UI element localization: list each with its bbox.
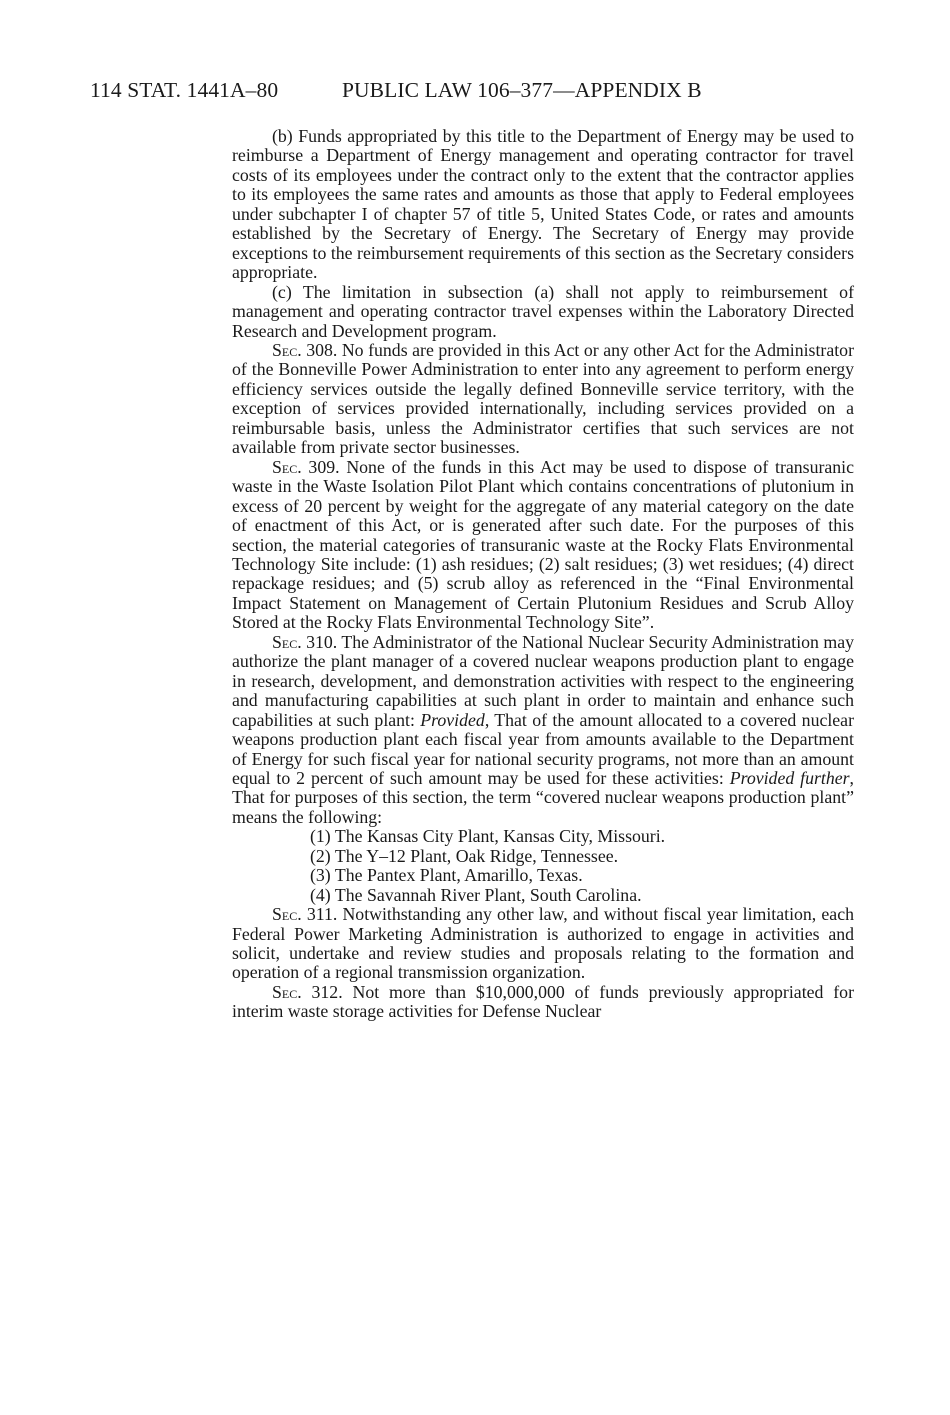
paragraph-sec308 (232, 341, 854, 458)
section-label: Sec. 310. (272, 631, 338, 652)
paragraph-sec311 (232, 905, 854, 983)
section-label: Sec. 309. (272, 456, 340, 477)
page-body (232, 127, 854, 1022)
section-text: The Administrator of the National Nuclear Security Administration may authorize the plant manager of a covered nuclear weapons production plant to engage in research, development, and demonstration activities with respect to the engineering and manufacturing capabilities at such plant in order to maintain and enhance such capabilities at such plant: (232, 631, 855, 730)
section-label: Sec. 312. (272, 981, 343, 1002)
running-head (90, 78, 702, 103)
law-title: PUBLIC LAW 106–377—APPENDIX B (342, 78, 702, 102)
list-item: (3) The Pantex Plant, Amarillo, Texas. (310, 865, 583, 886)
provided-term: Provided (420, 709, 485, 730)
paragraph-sec309 (232, 458, 854, 633)
paragraph-sec310 (232, 633, 854, 828)
section-label: Sec. 308. (272, 339, 338, 360)
section-text: Not more than $10,000,000 of funds previously appropriated for interim waste storage activities for Defense Nuclear (232, 981, 854, 1022)
section-text: , That for purposes of this section, the term “covered nuclear weapons production plant” means the following: (232, 767, 854, 827)
paragraph-sec307-b: (b) Funds appropriated by this title to the Department of Energy may be used to reimburse a Department of Energy management and operating contractor for travel costs of its employees under the contract only to the extent that the contractor applies to its employees the same rates and amounts as those that apply to Federal employees under subchapter I of chapter 57 of title 5, United States Code, or rates and amounts established by the Secretary of Energy. The Secretary of Energy may provide exceptions to the reimbursement requirements of this section as the Secretary considers appropriate. (232, 126, 854, 283)
section-text: No funds are provided in this Act or any other Act for the Administrator of the Bonneville Power Administration to enter into any agreement to perform energy efficiency services outside the legally defined Bonneville service territory, with the exception of services provided internationally, including services provided on a reimbursable basis, unless the Administrator certifies that such services are not available from private sector businesses. (232, 339, 854, 458)
section-text: Notwithstanding any other law, and without fiscal year limitation, each Federal Power Marketing Administration is authorized to engage in activities and solicit, undertake and review studies and proposals relating to the formation and operation of a regional transmission organization. (232, 904, 854, 983)
section-text: , That of the amount allocated to a covered nuclear weapons production plant each fiscal year from amounts available to the Department of Energy for such fiscal year for national security programs, not more than an amount equal to 2 percent of such amount may be used for these activities: (232, 709, 854, 788)
section-label: Sec. 311. (272, 904, 338, 925)
provided-further-term: Provided further (729, 767, 850, 788)
plant-list (232, 827, 854, 905)
stat-citation: 114 STAT. 1441A–80 (90, 78, 279, 102)
section-text: None of the funds in this Act may be used to dispose of transuranic waste in the Waste Isolation Pilot Plant which contains concentrations of plutonium in excess of 20 percent by weight for the aggregate of any material category on the date of enactment of this Act, or is generated after such date. For the purposes of this section, the material categories of transuranic waste at the Rocky Flats Environmental Technology Site include: (1) ash residues; (2) salt residues; (3) wet residues; (4) direct repackage residues; and (5) scrub alloy as referenced in the “Final Environmental Impact Statement on Management of Certain Plutonium Residues and Scrub Alloy Stored at the Rocky Flats Environmental Technology Site”. (232, 456, 855, 633)
paragraph-sec307-c: (c) The limitation in subsection (a) shall not apply to reimbursement of management and operating contractor travel expenses within the Laboratory Directed Research and Development program. (232, 281, 854, 341)
list-item: (2) The Y–12 Plant, Oak Ridge, Tennessee. (310, 845, 619, 866)
paragraph-sec312 (232, 983, 854, 1022)
list-item: (1) The Kansas City Plant, Kansas City, Missouri. (310, 826, 666, 847)
list-item: (4) The Savannah River Plant, South Carolina. (310, 884, 642, 905)
